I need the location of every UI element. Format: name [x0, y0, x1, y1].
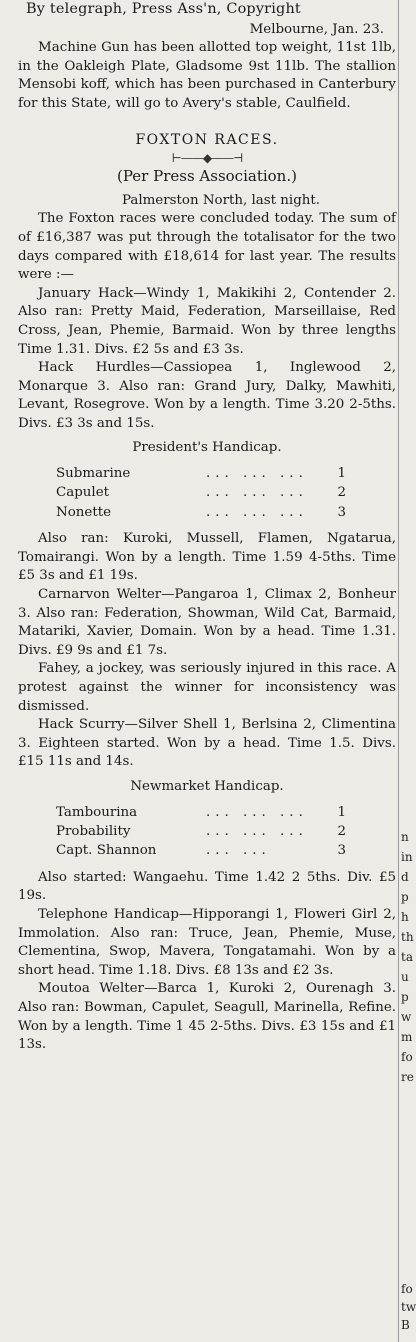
edge-fragment: d	[401, 870, 409, 884]
placing-row	[56, 803, 346, 822]
edge-fragment: w	[401, 1010, 412, 1024]
presidents-handicap-result: Also ran: Kuroki, Mussell, Flamen, Ngatarua, Tomairangi. Won by a length. Time 1.59 4-5ths. Time £5 3s and £1 19s.	[18, 531, 396, 584]
horse-name: Submarine	[56, 466, 131, 482]
edge-fragment: p	[401, 990, 409, 1004]
horse-name: Capt. Shannon	[56, 843, 157, 859]
newmarket-handicap-placings	[56, 803, 346, 861]
edge-fragment: fo	[401, 1050, 413, 1064]
race-result-hack-hurdles: Hack Hurdles—Cassiopea 1, Inglewood 2, Monarque 3. Also ran: Grand Jury, Dalky, Mawhiti, Levant, Rosegrove. Won by a length. Time 3.20 2-5ths. Divs. £3 3s and 15s.	[18, 360, 396, 431]
race-result-hack-scurry: Hack Scurry—Silver Shell 1, Berlsina 2, Climentina 3. Eighteen started. Won by a head. Time 1.5. Divs. £15 11s and 14s.	[18, 717, 396, 770]
horse-name: Nonette	[56, 504, 112, 520]
edge-fragment: B	[401, 1318, 410, 1332]
newmarket-handicap-heading: Newmarket Handicap.	[130, 779, 284, 794]
placing-number: 1	[337, 466, 346, 482]
horse-name: Probability	[56, 824, 131, 839]
leader-dots: ... ... ...	[206, 804, 308, 820]
edge-fragment: tw	[401, 1300, 416, 1314]
edge-fragment: h	[401, 910, 409, 924]
edge-fragment: n	[401, 830, 409, 844]
newmarket-handicap-result: Also started: Wangaehu. Time 1.42 2 5ths. Div. £5 19s.	[18, 869, 396, 904]
placing-row	[56, 822, 346, 841]
race-result-telephone-handicap: Telephone Handicap—Hipporangi 1, Floweri Girl 2, Immolation. Also ran: Truce, Jean, Phemie, Muse, Clementina, Swop, Mavera, Tongatamahi. Won by a short head. Time 1.18. Divs. £8 13s and £2 3s.	[18, 907, 396, 978]
edge-fragment: p	[401, 890, 409, 904]
section-subheading: (Per Press Association.)	[117, 167, 297, 186]
race-result-january-hack: January Hack—Windy 1, Makikihi 2, Contender 2. Also ran: Pretty Maid, Federation, Marseillaise, Red Cross, Jean, Phemie, Barmaid. Won by three lengths Time 1.31. Divs. £2 5s and £3 3s.	[18, 285, 396, 357]
section-heading: FOXTON RACES.	[135, 131, 279, 148]
placing-row	[56, 841, 346, 860]
ornamental-rule: ⊢——◆——⊣	[171, 151, 243, 166]
placing-number: 1	[337, 804, 346, 820]
horse-name: Capulet	[56, 485, 110, 501]
edge-fragment: in	[401, 850, 413, 864]
dateline: Melbourne, Jan. 23.	[249, 21, 384, 37]
place-line: Palmerston North, last night.	[121, 192, 321, 208]
news-column	[18, 0, 396, 1055]
intro-paragraph: Machine Gun has been allotted top weight, 11st 1lb, in the Oakleigh Plate, Gladsome 9st 11lb. The stallion Mensobi koff, which has been purchased in Canterbury for this State, will go to Avery's stable, Caulfield.	[18, 40, 396, 111]
jockey-injury-note: Fahey, a jockey, was seriously injured in this race. A protest against the winner for inconsistency was dismissed.	[18, 661, 396, 714]
placing-number: 2	[337, 485, 346, 501]
leader-dots: ... ... ...	[206, 824, 308, 839]
placing-number: 2	[337, 824, 346, 839]
placing-row	[56, 503, 346, 522]
lead-paragraph: The Foxton races were concluded today. The sum of of £16,387 was put through the totalisator for the two days compared with £18,614 for last year. The results were :—	[18, 211, 396, 283]
race-result-moutoa-welter: Moutoa Welter—Barca 1, Kuroki 2, Ourenagh 3. Also ran: Bowman, Capulet, Seagull, Marinella, Refine. Won by a length. Time 1 45 2-5ths. Divs. £3 15s and £1 13s.	[18, 981, 396, 1053]
presidents-handicap-heading: President's Handicap.	[132, 440, 282, 456]
leader-dots: ... ... ...	[206, 466, 308, 482]
leader-dots: ... ... ...	[206, 485, 308, 501]
adjacent-column-fragment	[398, 0, 416, 1342]
edge-fragment: re	[401, 1070, 414, 1084]
leader-dots: ... ... ...	[206, 504, 308, 520]
edge-fragment: u	[401, 970, 409, 984]
horse-name: Tambourina	[56, 804, 138, 820]
edge-fragment: ta	[401, 950, 413, 964]
edge-fragment: th	[401, 930, 414, 944]
edge-fragment: m	[401, 1030, 413, 1044]
placing-row	[56, 483, 346, 502]
placing-number: 3	[337, 504, 346, 520]
placing-row	[56, 464, 346, 483]
byline: By telegraph, Press Ass'n, Copyright	[26, 1, 301, 17]
edge-fragment: fo	[401, 1282, 413, 1296]
race-result-carnarvon-welter: Carnarvon Welter—Pangaroa 1, Climax 2, Bonheur 3. Also ran: Federation, Showman, Wild Cat, Barmaid, Matariki, Xavier, Domain. Won by a head. Time 1.31. Divs. £9 9s and £1 7s.	[18, 587, 396, 658]
leader-dots: ... ...	[206, 843, 271, 859]
presidents-handicap-placings	[56, 464, 346, 522]
placing-number: 3	[337, 843, 346, 859]
